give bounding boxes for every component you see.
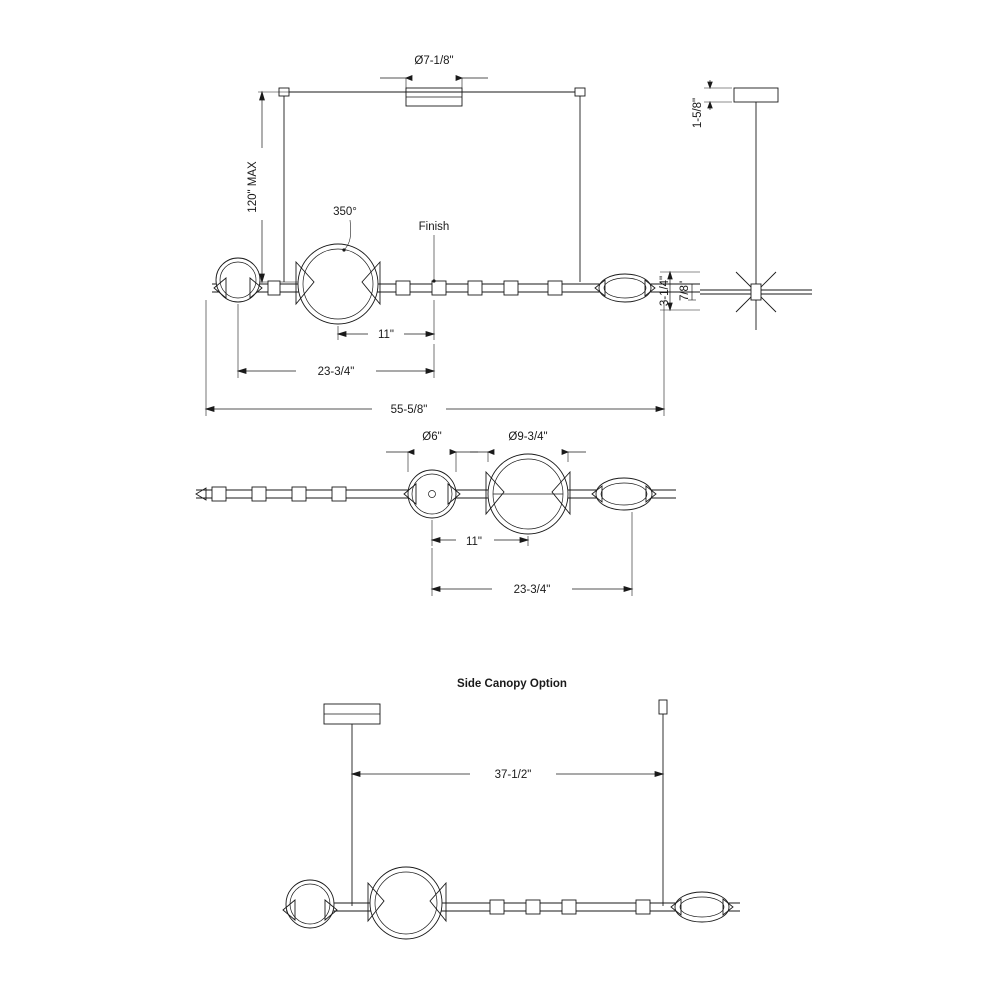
label-finish: Finish (418, 221, 450, 233)
label-plan-offset-small: 11" (465, 536, 483, 548)
label-side-canopy-height: 1-5/8" (692, 97, 704, 129)
label-front-offset-medium: 23-3/4" (317, 366, 355, 378)
dim-drop-max (258, 92, 300, 282)
plan-small-disc (408, 470, 456, 518)
label-side-stem-height: 7/8" (679, 280, 691, 302)
label-canopy-diameter: Ø7-1/8" (414, 55, 454, 67)
plan-view (196, 450, 676, 596)
label-side-canopy-option-title: Side Canopy Option (457, 678, 567, 690)
label-side-canopy-span: 37-1/2" (494, 769, 532, 781)
option-right-lens (675, 892, 729, 922)
leader-finish (432, 235, 435, 283)
label-rotation: 350° (333, 206, 357, 218)
label-drop-max: 120" MAX (247, 161, 259, 213)
label-plan-offset-medium: 23-3/4" (513, 584, 551, 596)
side-canopy-option-view (283, 700, 740, 939)
option-small-disc (286, 880, 334, 928)
label-plan-large-diameter: Ø9-3/4" (508, 431, 548, 443)
label-front-offset-small: 11" (377, 329, 395, 341)
label-side-body-height: 3-1/4" (659, 275, 671, 307)
side-canopy (734, 88, 778, 102)
front-elevation-view (206, 76, 700, 416)
dim-plan-small-diameter (386, 450, 478, 472)
dim-side-canopy-height (704, 80, 732, 110)
front-large-disc (298, 244, 378, 324)
label-overall-width: 55-5/8" (390, 404, 428, 416)
label-plan-small-diameter: Ø6" (422, 431, 442, 443)
dim-overall-width (206, 300, 664, 416)
